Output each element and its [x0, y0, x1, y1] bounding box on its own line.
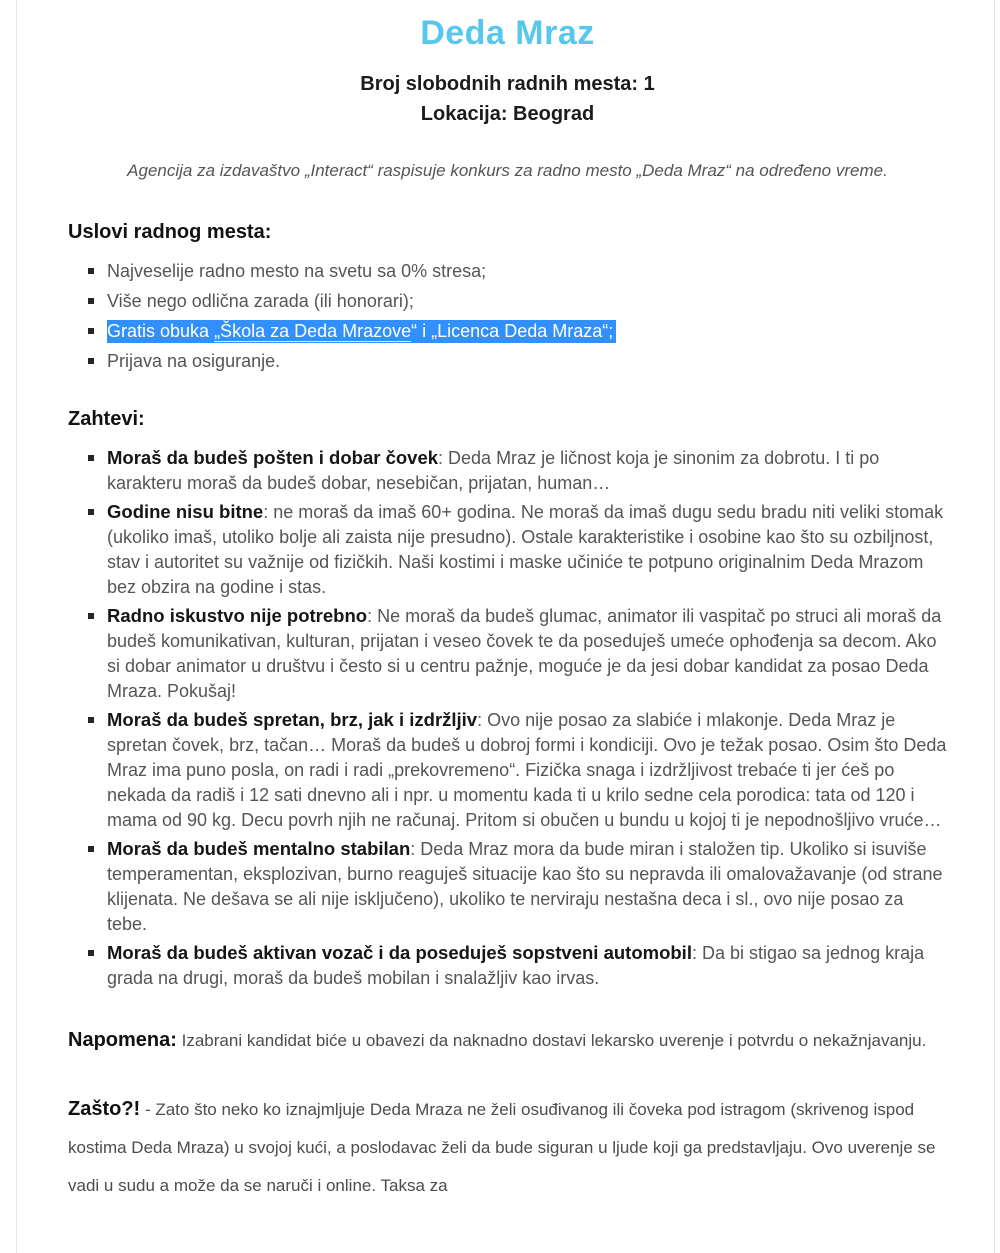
requirement-text: : Ovo nije posao za slabiće i mlakonje. Deda Mraz je spretan čovek, brz, tačan… Moraš da budeš u dobroj formi i kondiciji. Ovo je težak posao. Osim što Deda Mraz ima puno posla, on radi i radi „prekovremeno“. Fizička snaga i izdržljivost trebaće ti jer ćeš po nekada da radiš i 12 sati dnevno ali i npr. u momentu kada ti u krilo sedne cela porodica: tata od 120 i mama od 90 kg. Decu povrh njih ne računaj. Pritom si obučen u bundu u kojoj ti je nepodnošljivo vruće… — [107, 710, 947, 830]
requirement-lead: Godine nisu bitne — [107, 501, 264, 522]
intro-paragraph: Agencija za izdavaštvo „Interact“ raspisuje konkurs za radno mesto „Deda Mraz“ na određeno vreme. — [127, 161, 888, 180]
job-meta — [68, 69, 947, 129]
condition-item-selected — [107, 318, 947, 344]
condition-item: Više nego odlična zarada (ili honorari); — [107, 288, 947, 314]
condition-item: Prijava na osiguranje. — [107, 348, 947, 374]
selected-text-part: “ i „Licenca Deda Mraza“; — [411, 321, 614, 341]
requirement-text: : Da bi stigao sa jednog kraja grada na drugi, moraš da budeš mobilan i snalažljiv kao irvas. — [107, 943, 925, 988]
requirement-item — [107, 499, 947, 600]
note-text: Izabrani kandidat biće u obavezi da naknadno dostavi lekarsko uverenje i potvrdu o nekažnjavanju. — [176, 1031, 927, 1050]
requirement-lead: Moraš da budeš spretan, brz, jak i izdržljiv — [107, 709, 478, 730]
condition-item: Najveselije radno mesto na svetu sa 0% stresa; — [107, 258, 947, 284]
requirement-lead: Radno iskustvo nije potrebno — [107, 605, 368, 626]
selected-text[interactable] — [107, 320, 616, 343]
requirement-text: : Deda Mraz mora da bude miran i staložen tip. Ukoliko si isuviše temperamentan, eksplozivan, burno reaguješ situacije kao što su nepravda ili omalovažavanje (od strane klijenata. Ne dešava se ali nije isključeno), ukoliko te nerviraju nestašna deca i sl., ovo nije posao za tebe. — [107, 839, 943, 934]
requirement-lead: Moraš da budeš aktivan vozač i da poseduješ sopstveni automobil — [107, 942, 692, 963]
requirement-lead: Moraš da budeš pošten i dobar čovek — [107, 447, 439, 468]
note-paragraph — [68, 1021, 947, 1060]
requirement-text: : Ne moraš da budeš glumac, animator ili vaspitač po struci ali moraš da budeš komunikativan, kulturan, prijatan i veseo čovek te da poseduješ umeće ophođenja sa decom. Ako si dobar animator u društvu i često si u centru pažnje, moguće je da jesi dobar kandidat za posao Deda Mraza. Pokušaj! — [107, 606, 942, 701]
requirement-text: : Deda Mraz je ličnost koja je sinonim za dobrotu. I ti po karakteru moraš da budeš dobar, nesebičan, prijatan, human… — [107, 448, 880, 493]
requirement-item — [107, 940, 947, 991]
requirement-item — [107, 603, 947, 704]
why-lead: Zašto?! — [68, 1098, 141, 1120]
conditions-list — [68, 258, 947, 374]
conditions-heading: Uslovi radnog mesta: — [68, 221, 272, 243]
requirement-item — [107, 836, 947, 937]
requirements-list — [68, 445, 947, 991]
vacancies-line: Broj slobodnih radnih mesta: 1 — [360, 73, 655, 95]
requirement-item — [107, 707, 947, 833]
article-page — [16, 0, 995, 1253]
requirements-heading: Zahtevi: — [68, 408, 145, 430]
requirement-lead: Moraš da budeš mentalno stabilan — [107, 838, 411, 859]
underlined-text: „Škola za Deda Mrazove — [214, 321, 412, 341]
note-lead: Napomena: — [68, 1029, 177, 1051]
requirement-item — [107, 445, 947, 496]
requirement-text: : ne moraš da imaš 60+ godina. Ne moraš da imaš dugu sedu bradu niti veliki stomak (ukoliko imaš, utoliko bolje ali zaista nije presudno). Ostale karakteristike i osobine kao što su ozbiljnost, stav i autoritet su važnije od fizičkih. Naši kostimi i maske učiniće te potpuno originalnim Deda Mrazom bez obzira na godine i stas. — [107, 502, 944, 597]
page-title: Deda Mraz — [420, 14, 595, 52]
why-paragraph — [68, 1090, 947, 1205]
location-line: Lokacija: Beograd — [420, 103, 595, 125]
selected-text-part: Gratis obuka — [107, 321, 215, 341]
why-text: - Zato što neko ko iznajmljuje Deda Mraza ne želi osuđivanog ili čoveka pod istragom (skrivenog ispod kostima Deda Mraza) u svojoj kući, a poslodavac želi da bude siguran u ljude koji ga predstavljaju. Ovo uverenje se vadi u sudu a može da se naruči i online. Taksa za — [68, 1100, 936, 1195]
